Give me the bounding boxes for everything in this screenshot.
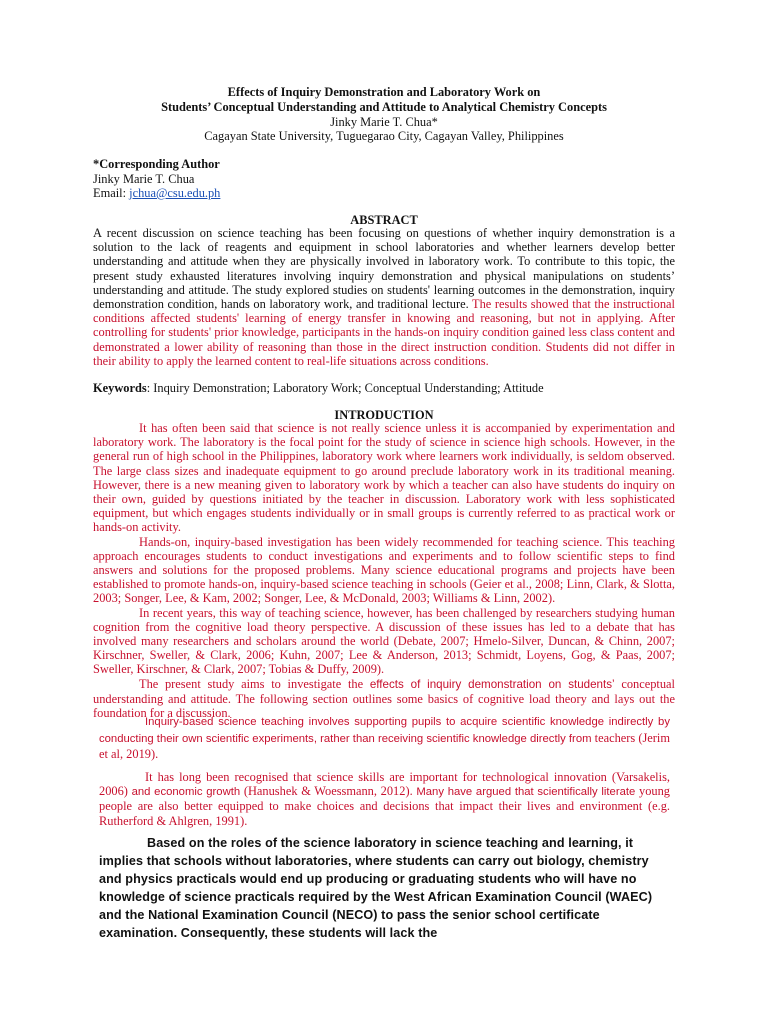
introduction-heading: INTRODUCTION — [334, 408, 434, 422]
intro-paragraph-2: Hands-on, inquiry-based investigation has been widely recommended for teaching science. This teaching approach encourages students to conduct investigations and experiments and to follow scientific steps to find answers and solutions for the proposed problems. Many science educational programs and projects have been established to promote hands-on, inquiry-based science teaching in schools (Geier et al., 2008; Linn, Clark, & Slotta, 2003; Songer, Lee, & Kam, 2002; Songer, Lee, & McDonald, 2003; Williams & Linn, 2002). — [93, 534, 675, 606]
abstract-text: A recent discussion on science teaching has been focusing on questions of whether inquiry demonstration is a solution to the lack of reagents and equipment in school laboratories and whether learners develop better understanding and attitude when they are physically involved in laboratory work. To contribute to this topic, the present study exhausted literatures involving inquiry demonstration and physical manipulations on students’ understanding and attitude. The study explored studies on students' learning outcomes in the demonstration, inquiry demonstration condition, hands on laboratory work, and traditional lecture. — [93, 226, 675, 312]
intro-p4-part-c: conceptual understanding and attitude. The following section outlines some basics of cognitive load theory and lays out the foundation for a discussion. — [93, 676, 675, 721]
keywords-text: : Inquiry Demonstration; Laboratory Work; Conceptual Understanding; Attitude — [146, 381, 544, 395]
intro-p5-part-b: teachers (Jerim et al, 2019). — [99, 730, 670, 761]
abstract-body — [93, 226, 675, 368]
abstract-heading: ABSTRACT — [350, 213, 418, 227]
intro-p6-part-b: and economic growth — [131, 786, 241, 799]
intro-p6-part-c: (Hanushek & Woessmann, 2012). — [240, 784, 417, 799]
intro-p5-part-a: Inquiry-based science teaching involves supporting pupils to acquire scientific knowledge indirectly by conducting their own scientific experiments, rather than receiving scientific knowledge directly from — [99, 716, 670, 745]
paper-title-line-2: Students’ Conceptual Understanding and Attitude to Analytical Chemistry Concepts — [161, 100, 607, 114]
intro-p6-part-a: It has long been recognised that science skills are important for technological innovation (Varsakelis, 2006) — [99, 770, 670, 799]
corresponding-author-name: Jinky Marie T. Chua — [93, 172, 195, 186]
intro-p6-part-e: young people are also better equipped to make choices and decisions that impact their lives and environment (e.g. Rutherford & Ahlgren, 1991). — [99, 784, 670, 828]
intro-paragraph-3: In recent years, this way of teaching science, however, has been challenged by researchers studying human cognition from the cognitive load theory perspective. A discussion of these issues has led to a debate that has involved many researchers and scholars around the world (Debate, 2007; Hmelo-Silver, Duncan, & Chinn, 2007; Kirschner, Sweller, & Clark, 2006; Kuhn, 2007; Lee & Anderson, 2013; Schmidt, Loyens, Gog, & Paas, 2007; Sweller, Kirschner, & Clark, 2007; Tobias & Duffy, 2009). — [93, 605, 675, 677]
author-affiliation: Cagayan State University, Tuguegarao City, Cagayan Valley, Philippines — [204, 129, 564, 143]
intro-paragraph-4 — [93, 677, 675, 721]
intro-p4-part-a: The present study aims to investigate the — [139, 676, 370, 691]
intro-p6-part-d: Many have argued that scientifically literate — [416, 786, 636, 799]
keywords-line — [93, 381, 675, 395]
author-name: Jinky Marie T. Chua* — [330, 115, 438, 129]
email-label: Email: — [93, 186, 130, 200]
intro-paragraph-1: It has often been said that science is not really science unless it is accompanied by experimentation and laboratory work. The laboratory is the focal point for the study of science in science high schools. However, in the general run of high school in the Philippines, laboratory work where learners work individually, is seldom observed. The large class sizes and inadequate equipment to go around preclude laboratory work in its traditional meaning. However, there is a new meaning given to laboratory work by which a teacher can also have students do inquiry on their own, guided by questions initiated by the teacher in discussion. Laboratory work with less sophisticated equipment, but which engages students individually or in small groups is currently referred to as practical work or hands-on activity. — [93, 421, 675, 535]
corresponding-author-heading: *Corresponding Author — [93, 157, 220, 171]
abstract-results-text: The results showed that the instructional conditions affected students' learning of energy transfer in knowing and reasoning, but not in applying. After controlling for students' prior knowledge, participants in the hands-on inquiry condition gained less class content and demonstrated a lower ability of reasoning than those in the direct instruction condition. Students did not differ in their ability to apply the learned content to real-life situations across conditions. — [93, 297, 675, 368]
email-link[interactable]: jchua@csu.edu.ph — [129, 186, 221, 200]
corresponding-author-email-line — [93, 186, 675, 200]
keywords-label: Keywords — [93, 381, 147, 395]
paper-title-line-1: Effects of Inquiry Demonstration and Laboratory Work on — [227, 85, 541, 99]
introduction-body — [93, 421, 675, 720]
intro-paragraph-7: Based on the roles of the science laboratory in science teaching and learning, it implies that schools without laboratories, where students can carry out biology, chemistry and physics practicals would end up producing or graduating students who will have no knowledge of science practicals required by the West African Examination Council (WAEC) and the National Examination Council (NECO) to pass the senior school certificate examination. Consequently, these students will lack the — [99, 836, 653, 940]
intro-paragraph-6 — [99, 770, 670, 828]
intro-paragraph-5 — [99, 715, 670, 764]
intro-p4-part-b: effects of inquiry demonstration on students’ — [369, 677, 615, 691]
